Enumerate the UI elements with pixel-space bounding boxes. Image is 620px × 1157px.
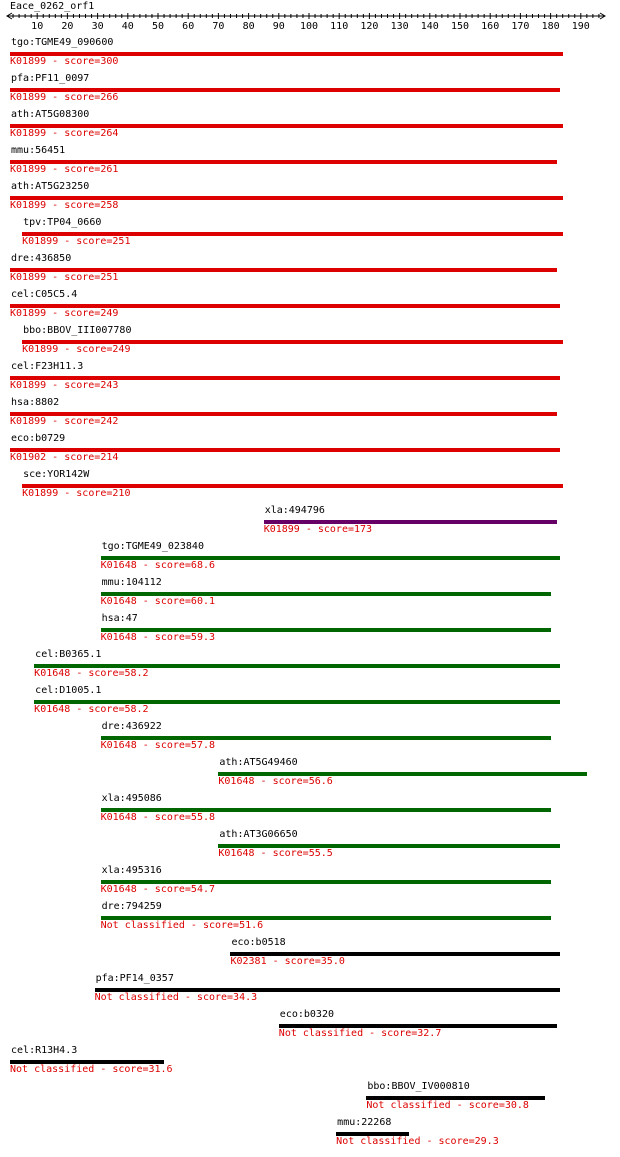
hit-row <box>0 541 620 577</box>
ruler-tick-label: 130 <box>390 21 409 32</box>
hit-score-label[interactable]: K01648 - score=59.3 <box>100 632 215 643</box>
hit-name-link[interactable]: hsa:47 <box>101 613 138 624</box>
hit-name-link[interactable]: mmu:104112 <box>101 577 162 588</box>
hit-score-label[interactable]: K01648 - score=55.5 <box>218 848 333 859</box>
hit-row <box>0 973 620 1009</box>
hit-score-label[interactable]: K01648 - score=56.6 <box>218 776 333 787</box>
hit-row <box>0 145 620 181</box>
hit-name-link[interactable]: hsa:8802 <box>11 397 60 408</box>
ruler-tick-label: 100 <box>299 21 319 32</box>
hit-name-link[interactable]: pfa:PF11_0097 <box>11 73 90 84</box>
ruler-tick-label: 160 <box>481 21 500 32</box>
hit-name-link[interactable]: xla:494796 <box>264 505 325 516</box>
hit-row <box>0 397 620 433</box>
hit-row <box>0 289 620 325</box>
hit-score-label[interactable]: K01648 - score=58.2 <box>34 704 149 715</box>
hit-row <box>0 685 620 721</box>
hit-score-label[interactable]: K01902 - score=214 <box>10 452 119 463</box>
hit-name-link[interactable]: tgo:TGME49_090600 <box>11 37 114 48</box>
hit-score-label[interactable]: K01899 - score=249 <box>10 308 119 319</box>
hit-row <box>0 1117 620 1153</box>
hit-name-link[interactable]: ath:AT5G49460 <box>219 757 298 768</box>
hit-name-link[interactable]: ath:AT5G23250 <box>11 181 90 192</box>
ruler-tick-label: 50 <box>151 21 165 32</box>
ruler-tick-label: 40 <box>121 21 134 32</box>
hit-score-label[interactable]: Not classified - score=30.8 <box>366 1100 529 1111</box>
hit-score-label[interactable]: K02381 - score=35.0 <box>230 956 345 967</box>
hit-score-label[interactable]: K01899 - score=251 <box>10 272 119 283</box>
hit-name-link[interactable]: sce:YOR142W <box>23 469 90 480</box>
hit-name-link[interactable]: xla:495086 <box>101 793 162 804</box>
hit-row <box>0 181 620 217</box>
ruler-tick-label: 180 <box>541 21 560 32</box>
query-title: Eace_0262_orf1 <box>10 1 95 12</box>
hit-name-link[interactable]: ath:AT5G08300 <box>11 109 90 120</box>
hit-score-label[interactable]: K01648 - score=57.8 <box>100 740 215 751</box>
hit-row <box>0 649 620 685</box>
hit-name-link[interactable]: xla:495316 <box>101 865 162 876</box>
hit-name-link[interactable]: pfa:PF14_0357 <box>95 973 174 984</box>
hit-row <box>0 757 620 793</box>
hit-name-link[interactable]: eco:b0320 <box>279 1009 334 1020</box>
hit-name-link[interactable]: cel:D1005.1 <box>35 685 102 696</box>
hit-row <box>0 721 620 757</box>
hit-row <box>0 1081 620 1117</box>
ruler-tick-label: 70 <box>212 21 225 32</box>
hit-score-label[interactable]: K01899 - score=173 <box>263 524 373 535</box>
ruler-tick-label: 80 <box>242 21 255 32</box>
hit-row <box>0 217 620 253</box>
hit-score-label[interactable]: K01648 - score=55.8 <box>100 812 215 823</box>
ruler-tick-label: 10 <box>31 21 44 32</box>
hit-score-label[interactable]: Not classified - score=34.3 <box>94 992 258 1003</box>
hit-name-link[interactable]: mmu:56451 <box>11 145 66 156</box>
hit-score-label[interactable]: K01648 - score=60.1 <box>100 596 215 607</box>
hit-row <box>0 109 620 145</box>
hit-score-label[interactable]: Not classified - score=29.3 <box>336 1136 499 1147</box>
hit-name-link[interactable]: cel:F23H11.3 <box>11 361 84 372</box>
hit-name-link[interactable]: tpv:TP04_0660 <box>23 217 102 228</box>
hit-row <box>0 37 620 73</box>
hit-score-label[interactable]: Not classified - score=51.6 <box>100 920 264 931</box>
ruler-tick-label: 140 <box>420 21 439 32</box>
hit-score-label[interactable]: K01899 - score=249 <box>22 344 131 355</box>
hit-score-label[interactable]: K01899 - score=261 <box>10 164 119 175</box>
ruler-tick-label: 120 <box>360 21 379 32</box>
hit-name-link[interactable]: eco:b0518 <box>231 937 286 948</box>
hit-score-label[interactable]: K01899 - score=251 <box>22 236 131 247</box>
hit-name-link[interactable]: tgo:TGME49_023840 <box>101 541 204 552</box>
hit-row <box>0 937 620 973</box>
hit-name-link[interactable]: ath:AT3G06650 <box>219 829 298 840</box>
hit-row <box>0 469 620 505</box>
ruler-tick-label: 30 <box>91 21 104 32</box>
hit-row <box>0 865 620 901</box>
hit-name-link[interactable]: eco:b0729 <box>11 433 66 444</box>
hit-row <box>0 433 620 469</box>
hit-row <box>0 613 620 649</box>
hit-row <box>0 577 620 613</box>
hit-row <box>0 505 620 541</box>
hit-row <box>0 73 620 109</box>
hit-name-link[interactable]: dre:436850 <box>11 253 72 264</box>
hit-name-link[interactable]: bbo:BBOV_III007780 <box>23 325 132 336</box>
hit-name-link[interactable]: mmu:22268 <box>337 1117 392 1128</box>
ruler-tick-label: 190 <box>571 21 590 32</box>
position-ruler <box>0 0 620 36</box>
hit-row <box>0 325 620 361</box>
hit-name-link[interactable]: dre:794259 <box>101 901 162 912</box>
hit-score-label[interactable]: K01899 - score=266 <box>10 92 119 103</box>
hit-name-link[interactable]: dre:436922 <box>101 721 162 732</box>
hit-row <box>0 793 620 829</box>
ruler-tick-label: 20 <box>61 21 74 32</box>
hit-score-label[interactable]: K01648 - score=54.7 <box>100 884 215 895</box>
hit-name-link[interactable]: cel:C05C5.4 <box>11 289 78 300</box>
hit-row <box>0 1045 620 1081</box>
hit-score-label[interactable]: K01648 - score=68.6 <box>100 560 215 571</box>
ruler-tick-label: 150 <box>450 21 470 32</box>
hit-score-label[interactable]: K01899 - score=210 <box>22 488 131 499</box>
hit-score-label[interactable]: K01899 - score=258 <box>10 200 119 211</box>
hit-row <box>0 361 620 397</box>
hit-score-label[interactable]: K01899 - score=264 <box>10 128 119 139</box>
hit-score-label[interactable]: K01899 - score=300 <box>10 56 119 67</box>
hit-score-label[interactable]: K01899 - score=243 <box>10 380 119 391</box>
ruler-tick-label: 60 <box>182 21 195 32</box>
hit-name-link[interactable]: cel:R13H4.3 <box>11 1045 78 1056</box>
hit-score-label[interactable]: K01648 - score=58.2 <box>34 668 149 679</box>
hit-row <box>0 253 620 289</box>
hit-score-label[interactable]: K01899 - score=242 <box>10 416 119 427</box>
hit-score-label[interactable]: Not classified - score=31.6 <box>10 1064 173 1075</box>
ruler-tick-label: 90 <box>272 21 285 32</box>
hit-row <box>0 901 620 937</box>
hit-row <box>0 1009 620 1045</box>
hit-name-link[interactable]: cel:B0365.1 <box>35 649 102 660</box>
hit-score-label[interactable]: Not classified - score=32.7 <box>278 1028 442 1039</box>
hit-row <box>0 829 620 865</box>
hit-name-link[interactable]: bbo:BBOV_IV000810 <box>367 1081 470 1092</box>
ruler-tick-label: 110 <box>330 21 349 32</box>
ruler-tick-label: 170 <box>511 21 530 32</box>
